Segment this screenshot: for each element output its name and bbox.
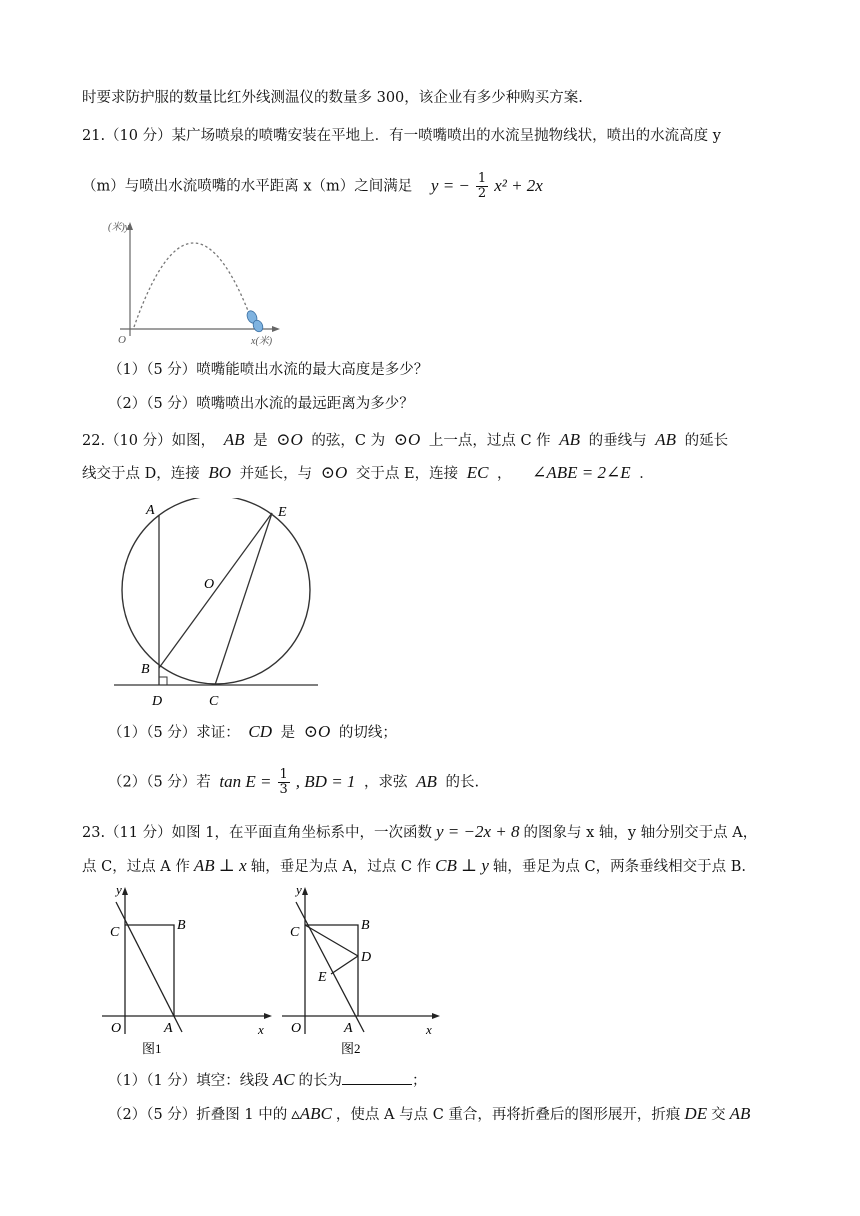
q22-stem-line2 [82, 463, 654, 484]
q23-fig2-line-ca [296, 902, 364, 1032]
q23-text: ； [412, 1073, 427, 1089]
q23-text: 23.（11 分）如图 1，在平面直角坐标系中，一次函数 [82, 825, 432, 841]
q21-stem-line1: 21.（10 分）某广场喷泉的喷嘴安装在平地上．有一喷嘴喷出的水流呈抛物线状，喷出的水流高度 y [82, 128, 721, 144]
q23-text: 轴，垂足为点 C，两条垂线相交于点 B. [492, 859, 746, 875]
q23-fig2-y-arrow-icon [302, 887, 308, 895]
q22-circle-figure [108, 498, 324, 710]
q23-math-triangle-abc: ▵ABC [291, 1104, 332, 1123]
q22-math-tan: tan E = [219, 771, 272, 791]
q21-formula-left: y = − [430, 175, 470, 195]
q21-water-parabola [134, 243, 252, 327]
q23-text: ，使点 A 与点 C 重合，再将折叠后的图形展开，折痕 [335, 1107, 681, 1123]
q23-math-perp1: AB ⊥ x [193, 856, 247, 875]
q23-text: （1）（1 分）填空：线段 [108, 1073, 269, 1089]
q22-math-ab: AB [416, 771, 437, 791]
q23-answer-blank[interactable] [342, 1070, 412, 1085]
q22-math-circle-o: ⊙O [320, 463, 348, 482]
q23-fig1-x-arrow-icon [264, 1013, 272, 1019]
q22-text: 并延长，与 [239, 466, 313, 482]
q21-origin-label: O [118, 334, 126, 346]
q21-frac-den: 2 [477, 186, 487, 201]
q21-formula-fraction [476, 172, 488, 201]
q22-text: （1）（5 分）求证： [108, 725, 240, 741]
q23-text: 交 [711, 1107, 726, 1123]
q22-text: ． [639, 466, 654, 482]
q22-label-o: O [204, 577, 215, 592]
q23-fig1-label-y: y [116, 884, 122, 897]
q23-fig1-label-o: O [111, 1021, 122, 1036]
q23-fig1-y-arrow-icon [122, 887, 128, 895]
q22-text: 22.（10 分）如图， [82, 433, 216, 449]
q23-stem-line1 [82, 822, 757, 843]
q22-label-b: B [141, 662, 150, 677]
q22-sub2 [108, 768, 479, 797]
q23-stem-line2 [82, 856, 746, 877]
q22-text: 线交于点 D，连接 [82, 466, 200, 482]
q22-math-ab: AB [223, 430, 245, 449]
q22-math-cd: CD [248, 722, 273, 741]
q23-fig2-label-b: B [361, 918, 370, 933]
q23-fig2-caption: 图2 [341, 1041, 361, 1056]
q23-math-ab: AB [729, 1104, 751, 1123]
q23-text: 的长为 [298, 1073, 343, 1089]
q22-frac-num: 1 [279, 767, 288, 782]
q23-fig1-label-c: C [110, 925, 120, 940]
q22-circle [122, 498, 310, 684]
q22-math-circle-o: ⊙O [393, 430, 421, 449]
q22-text: 的延长 [684, 433, 729, 449]
q23-fig2-label-x: x [426, 1022, 432, 1037]
q22-label-c: C [209, 694, 219, 709]
q23-fig1-caption: 图1 [142, 1041, 162, 1056]
q22-label-e: E [278, 505, 287, 520]
q22-fraction [278, 768, 290, 797]
q22-math-ec: EC [466, 463, 489, 482]
q22-stem-line1 [82, 430, 728, 451]
q21-stem-line2 [82, 172, 547, 201]
q23-sub1 [108, 1070, 427, 1091]
q23-fig2-label-y: y [296, 884, 302, 897]
q23-text: 轴，垂足为点 A，过点 C 作 [250, 859, 432, 875]
q22-text: 的弦，C 为 [311, 433, 386, 449]
q22-math-bo: BO [208, 463, 232, 482]
q23-math-de: DE [684, 1104, 708, 1123]
q23-fig1-label-b: B [177, 918, 186, 933]
q23-fig1-label-a: A [164, 1021, 173, 1036]
q23-text: （2）（5 分）折叠图 1 中的 [108, 1107, 288, 1123]
q23-fig2-label-a: A [344, 1021, 353, 1036]
q21-formula-right: x² + 2x [494, 175, 543, 195]
q21-y-label: (米)y [108, 222, 130, 233]
q23-fig2-label-d: D [361, 950, 372, 965]
q21-x-label: x(米) [251, 336, 273, 347]
q22-text: 是 [280, 725, 296, 741]
q23-math-ac: AC [272, 1070, 295, 1089]
q22-text: 上一点，过点 C 作 [428, 433, 551, 449]
q21-x-arrow-icon [272, 326, 280, 332]
q22-segment-ec [215, 513, 272, 685]
q21-frac-num: 1 [477, 171, 487, 186]
q23-fig2-label-c: C [290, 925, 300, 940]
q22-text: （2）（5 分）若 [108, 774, 211, 791]
q23-math-perp2: CB ⊥ y [435, 856, 489, 875]
q22-text: 是 [253, 433, 268, 449]
q23-fig1-label-x: x [258, 1022, 264, 1037]
q21-stem-text: （m）与喷出水流喷嘴的水平距离 x（m）之间满足 [82, 178, 413, 195]
q23-figure1 [98, 884, 278, 1060]
q23-fig2-label-o: O [291, 1021, 302, 1036]
q21-fountain-figure [108, 218, 298, 350]
q20-continuation: 时要求防护服的数量比红外线测温仪的数量多 300，该企业有多少种购买方案. [82, 90, 583, 106]
q22-diameter-be [159, 513, 272, 668]
q23-fig2-label-e: E [318, 970, 327, 985]
q22-label-d: D [152, 694, 163, 709]
q22-math-circle-o: ⊙O [276, 430, 303, 449]
q22-math-bd: , BD = 1 [295, 771, 356, 791]
q23-figure2 [278, 884, 448, 1060]
q22-text: 交于点 E，连接 [355, 466, 459, 482]
q23-fig2-x-arrow-icon [432, 1013, 440, 1019]
q23-text: 的图象与 x 轴，y 轴分别交于点 A， [523, 825, 758, 841]
q22-text: ，求弦 [364, 774, 408, 791]
q23-fig2-segment-cd [305, 925, 358, 956]
q22-text: 的垂线与 [588, 433, 647, 449]
q22-math-ab: AB [559, 430, 581, 449]
q22-sub1 [108, 722, 397, 743]
q22-text: 的切线； [338, 725, 397, 741]
q22-frac-den: 3 [279, 782, 288, 797]
q22-text: 的长. [445, 774, 480, 791]
q21-sub1: （1）（5 分）喷嘴能喷出水流的最大高度是多少？ [108, 362, 429, 378]
q23-math-function: y = −2x + 8 [435, 822, 520, 841]
q23-fig1-line-ca [116, 902, 182, 1032]
q22-math-angle: ∠ABE = 2∠E [532, 463, 631, 482]
q23-text: 点 C，过点 A 作 [82, 859, 190, 875]
q22-text: ， [497, 466, 512, 482]
q22-math-ab: AB [655, 430, 677, 449]
q22-right-angle-mark [159, 677, 167, 685]
q21-sub2: （2）（5 分）喷嘴喷出水流的最远距离为多少？ [108, 396, 414, 412]
q23-sub2 [108, 1104, 754, 1125]
q23-fig2-fold-de [331, 956, 358, 974]
q22-label-a: A [146, 503, 155, 518]
q22-math-circle-o: ⊙O [303, 722, 331, 741]
